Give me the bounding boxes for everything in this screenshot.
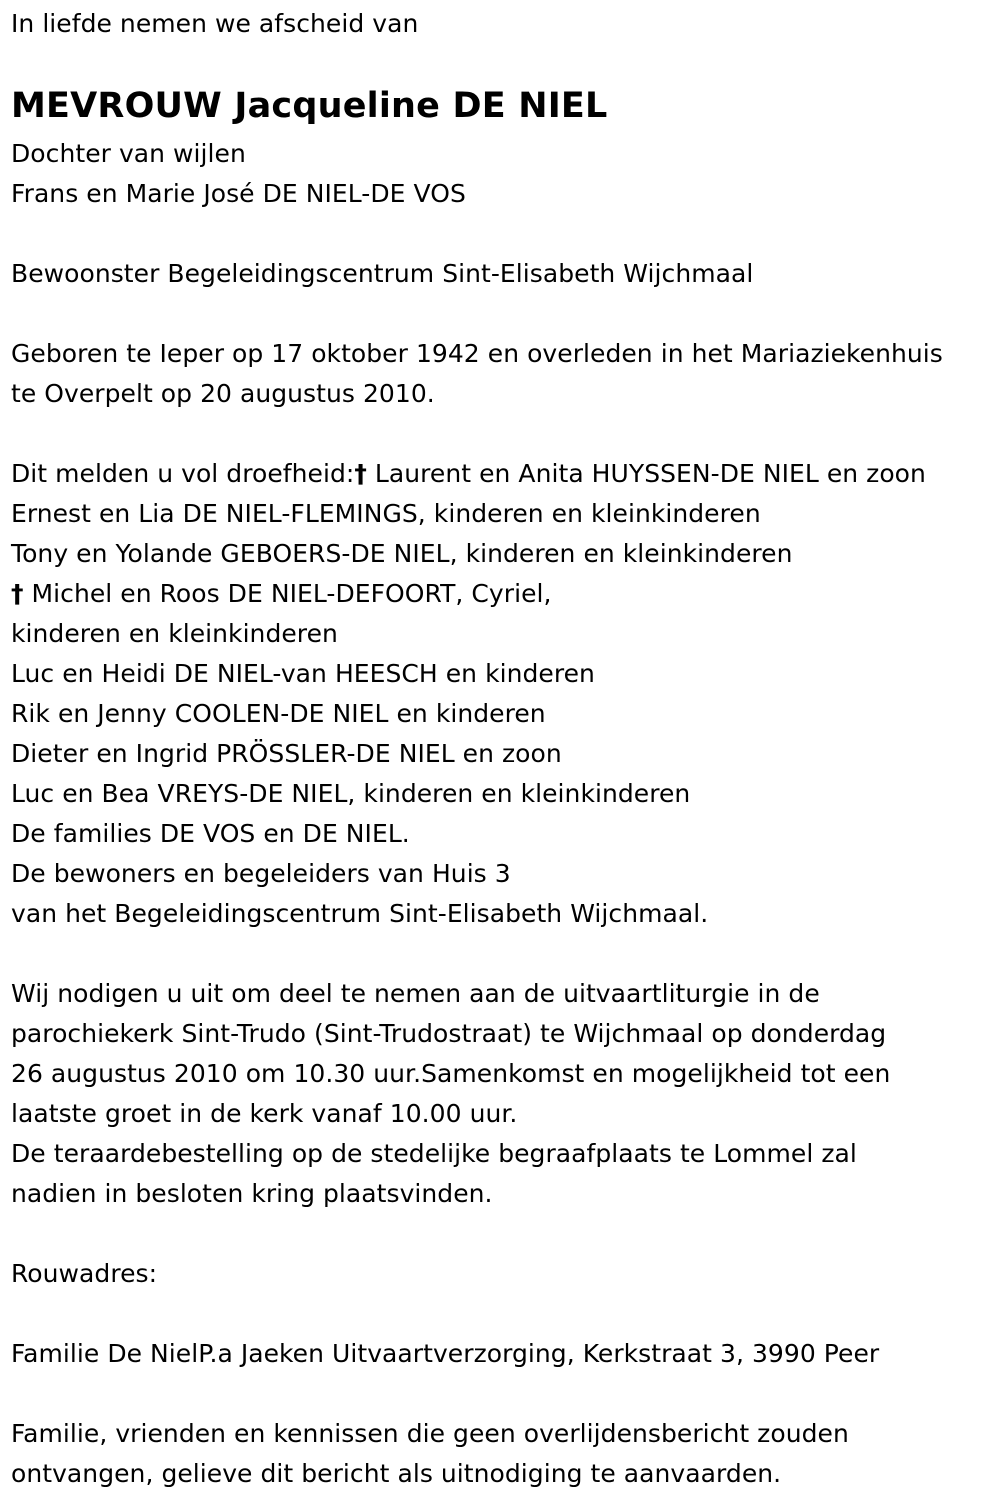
mourners-line [11, 454, 996, 494]
mourners-line [11, 574, 996, 614]
closing-line: ontvangen, gelieve dit bericht als uitnodiging te aanvaarden. [11, 1459, 782, 1488]
funeral-line: De teraardebestelling op de stedelijke begraafplaats te Lommel zal [11, 1139, 857, 1168]
cross-icon: † [354, 459, 367, 488]
spacer [11, 294, 996, 334]
address-line: Familie De NielP.a Jaeken Uitvaartverzorging, Kerkstraat 3, 3990 Peer [11, 1339, 880, 1368]
mourner-entry: Luc en Heidi DE NIEL-van HEESCH en kinderen [11, 659, 595, 688]
funeral-line: Wij nodigen u uit om deel te nemen aan de uitvaartliturgie in de [11, 979, 820, 1008]
parents-line: Dochter van wijlen [11, 139, 246, 168]
mourner-entry: De bewoners en begeleiders van Huis 3 [11, 859, 511, 888]
spacer [11, 934, 996, 974]
mourner-entry: Dieter en Ingrid PRÖSSLER-DE NIEL en zoon [11, 739, 562, 768]
obituary-document [11, 4, 996, 1494]
mourner-entry: De families DE VOS en DE NIEL. [11, 819, 410, 848]
funeral-line: laatste groet in de kerk vanaf 10.00 uur. [11, 1099, 518, 1128]
mourner-entry: kinderen en kleinkinderen [11, 619, 338, 648]
spacer [11, 1294, 996, 1334]
spacer [11, 214, 996, 254]
funeral-line: 26 augustus 2010 om 10.30 uur.Samenkomst en mogelijkheid tot een [11, 1059, 891, 1088]
address-label: Rouwadres: [11, 1259, 158, 1288]
funeral-line: parochiekerk Sint-Trudo (Sint-Trudostraat) te Wijchmaal op donderdag [11, 1019, 887, 1048]
closing-line: Familie, vrienden en kennissen die geen overlijdensbericht zouden [11, 1419, 849, 1448]
birth-death-line: Geboren te Ieper op 17 oktober 1942 en overleden in het Mariaziekenhuis [11, 339, 943, 368]
deceased-name: MEVROUW Jacqueline DE NIEL [11, 86, 608, 126]
spacer [11, 1374, 996, 1414]
residence-line: Bewoonster Begeleidingscentrum Sint-Elisabeth Wijchmaal [11, 259, 754, 288]
mourner-entry: Laurent en Anita HUYSSEN-DE NIEL en zoon [366, 459, 926, 488]
mourner-entry: Ernest en Lia DE NIEL-FLEMINGS, kinderen en kleinkinderen [11, 499, 761, 528]
mourner-entry: van het Begeleidingscentrum Sint-Elisabeth Wijchmaal. [11, 899, 709, 928]
mourner-entry: Michel en Roos DE NIEL-DEFOORT, Cyriel, [23, 579, 552, 608]
spacer [11, 414, 996, 454]
intro-line: In liefde nemen we afscheid van [11, 9, 419, 38]
spacer [11, 1214, 996, 1254]
cross-icon: † [11, 579, 24, 608]
mourner-entry: Rik en Jenny COOLEN-DE NIEL en kinderen [11, 699, 546, 728]
funeral-line: nadien in besloten kring plaatsvinden. [11, 1179, 493, 1208]
birth-death-line: te Overpelt op 20 augustus 2010. [11, 379, 435, 408]
mourner-entry: Luc en Bea VREYS-DE NIEL, kinderen en kleinkinderen [11, 779, 691, 808]
parents-line: Frans en Marie José DE NIEL-DE VOS [11, 179, 466, 208]
mourners-intro: Dit melden u vol droefheid: [11, 459, 355, 488]
mourner-entry: Tony en Yolande GEBOERS-DE NIEL, kinderen en kleinkinderen [11, 539, 793, 568]
